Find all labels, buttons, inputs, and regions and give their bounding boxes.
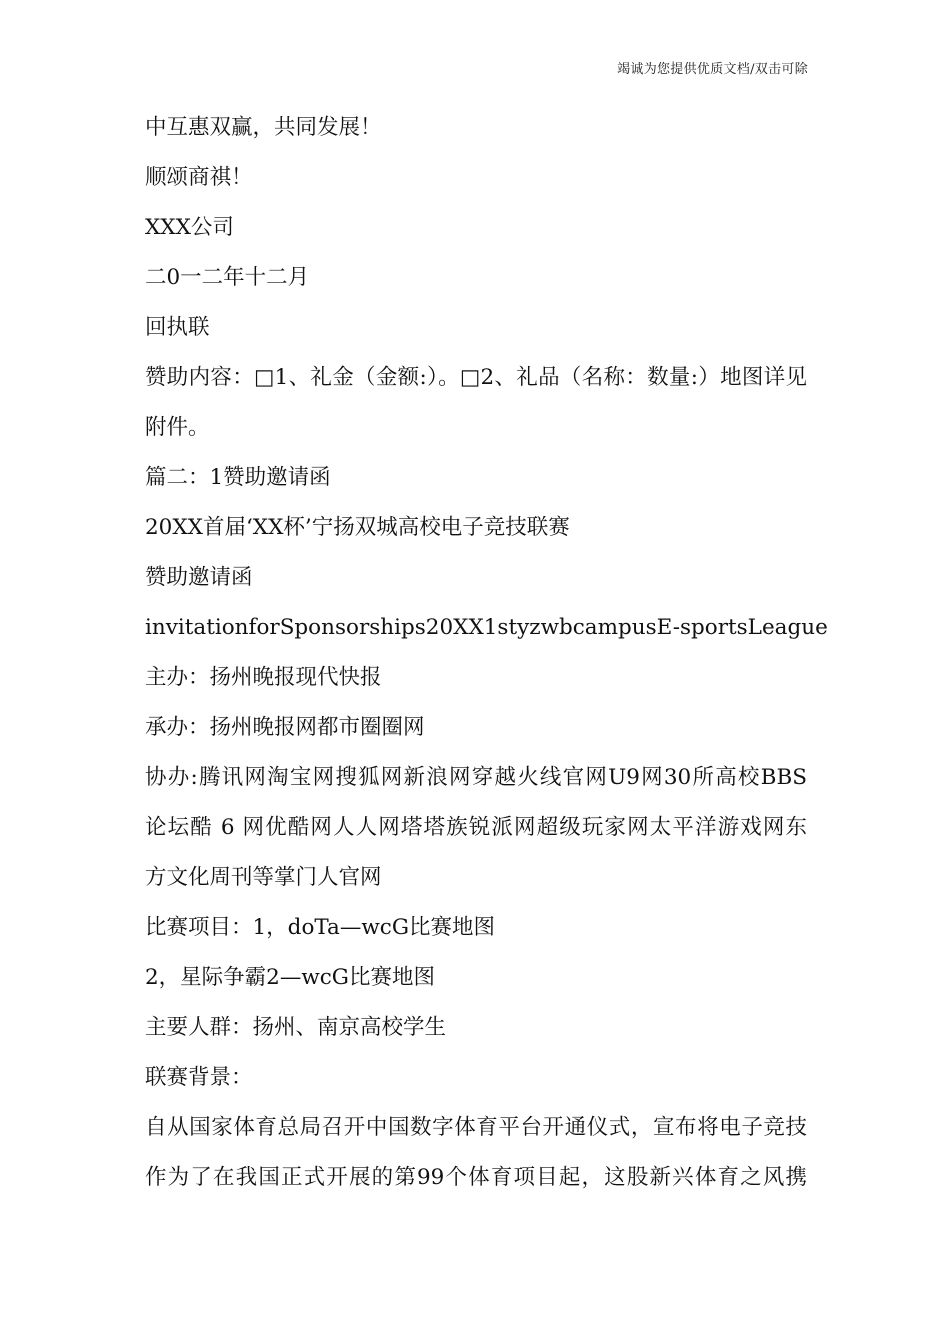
text-line: 2，星际争霸2—wcG比赛地图	[145, 965, 435, 990]
text-line: 方文化周刊等掌门人官网	[145, 865, 382, 890]
text-line: 自从国家体育总局召开中国数字体育平台开通仪式，宣布将电子竞技	[145, 1115, 807, 1140]
text-line: invitationforSponsorships20XX1styzwbcampusE-sportsLeague	[145, 615, 828, 640]
header-note: 竭诚为您提供优质文档/双击可除	[617, 62, 808, 77]
text-line: 赞助邀请函	[145, 565, 253, 590]
text-line: 20XX首届‘XX杯’宁扬双城高校电子竞技联赛	[145, 515, 570, 540]
text-line: 回执联	[145, 315, 210, 340]
text-line: 赞助内容：□1、礼金（金额:）。□2、礼品（名称：数量:）地图详见	[145, 365, 807, 390]
text-line: 作为了在我国正式开展的第99个体育项目起，这股新兴体育之风携	[145, 1165, 807, 1190]
text-line: 主办：扬州晚报现代快报	[145, 665, 382, 690]
text-line: 附件。	[145, 415, 210, 440]
text-line: 承办：扬州晚报网都市圈圈网	[145, 715, 425, 740]
text-line: 联赛背景：	[145, 1065, 253, 1090]
document-body	[145, 103, 828, 1203]
text-line: XXX公司	[145, 215, 234, 240]
text-line: 篇二：1赞助邀请函	[145, 465, 331, 490]
text-line: 协办:腾讯网淘宝网搜狐网新浪网穿越火线官网U9网30所高校BBS	[145, 765, 807, 790]
text-line: 主要人群：扬州、南京高校学生	[145, 1015, 447, 1040]
text-line: 二0一二年十二月	[145, 265, 310, 290]
text-line: 中互惠双赢，共同发展！	[145, 115, 382, 140]
text-line: 论坛酷 6 网优酷网人人网塔塔族锐派网超级玩家网太平洋游戏网东	[145, 815, 807, 840]
text-line: 比赛项目：1，doTa—wcG比赛地图	[145, 915, 495, 940]
text-line: 顺颂商祺！	[145, 165, 253, 190]
